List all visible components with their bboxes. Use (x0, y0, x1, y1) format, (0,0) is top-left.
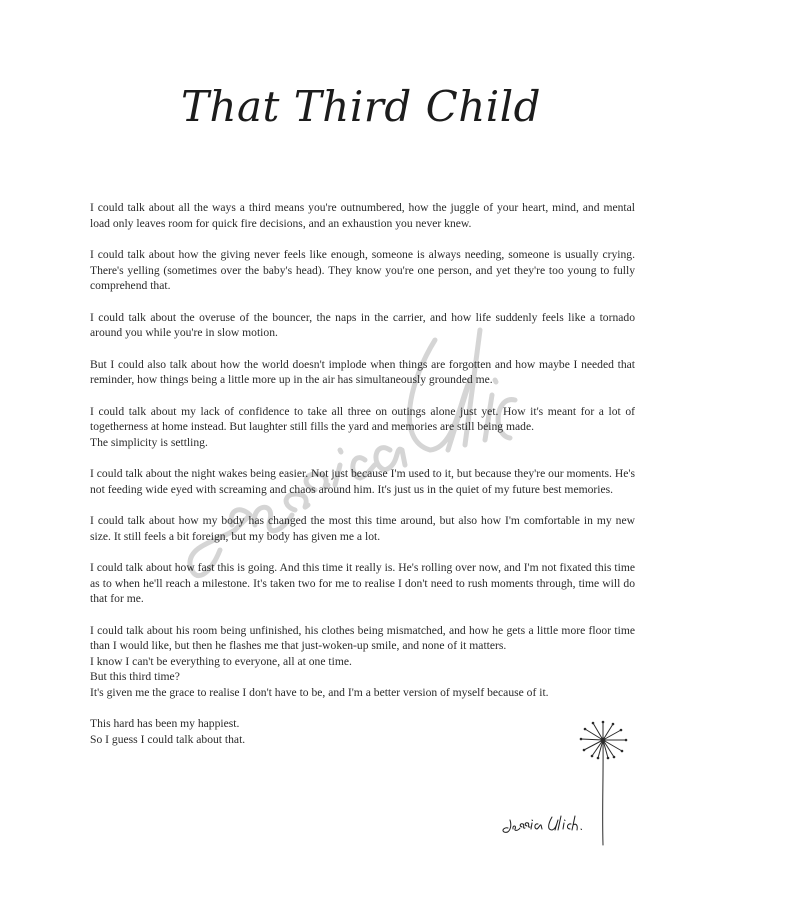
closing-line: So I guess I could talk about that. (90, 733, 246, 747)
know-line: I know I can't be everything to everyone, all at one time. (90, 654, 352, 668)
simplicity-line: The simplicity is settling. (90, 435, 208, 449)
poem-paragraph-9-group (90, 623, 635, 701)
poem-paragraph-1: I could talk about all the ways a third means you're outnumbered, how the juggle of your heart, mind, and mental load only leaves room for quick fire decisions, and an exhaustion you never knew. (90, 201, 635, 230)
poem-paragraph-8: I could talk about how fast this is going. And this time it really is. He's rolling over now, and I'm not fixated this time as to when he'll reach a milestone. It's taken two for me to realise I don't need to rush moments through, time will do that for me. (90, 561, 635, 606)
poem-paragraph-3: I could talk about the overuse of the bouncer, the naps in the carrier, and how life suddenly feels like a tornado around you while you're in slow motion. (90, 310, 635, 340)
happiest-line: This hard has been my happiest. (90, 717, 240, 731)
poem-paragraph-4: But I could also talk about how the world doesn't implode when things are forgotten and how maybe I needed that reminder, how things being a little more up in the air has simultaneously grounded me. (90, 357, 635, 387)
third-time-line: But this third time? (90, 670, 180, 684)
poem-paragraph-7: I could talk about how my body has changed the most this time around, but also how I'm comfortable in my new size. It still feels a bit foreign, but my body has given me a lot. (90, 514, 635, 543)
poem-paragraph-5-group (90, 404, 635, 451)
poem-paragraph-2: I could talk about how the giving never feels like enough, someone is always needing, someone is usually crying. There's yelling (sometimes over the baby's head). They know you're one person, and yet they're too young to fully comprehend that. (90, 247, 635, 293)
poem-paragraph-9: I could talk about his room being unfinished, his clothes being mismatched, and how he gets a little more floor time than I would like, but then he flashes me that just-woken-up smile, and none of it matters. (90, 623, 635, 653)
author-signature (500, 812, 590, 842)
poem-paragraph-5: I could talk about my lack of confidence to take all three on outings alone just yet. How it's meant for a lot of togetherness at home instead. But laughter still fills the yard and memories are still being made. (90, 404, 635, 434)
poem-body (90, 200, 635, 748)
poem-title: That Third Child (180, 82, 542, 131)
poem-paragraph-6: I could talk about the night wakes being easier. Not just because I'm used to it, but because they're our moments. He's not feeding wide eyed with screaming and chaos around him. It's just us in the quiet of my future best memories. (90, 467, 635, 496)
grace-line: It's given me the grace to realise I don't have to be, and I'm a better version of myself because of it. (90, 686, 549, 700)
closing-group (90, 716, 635, 747)
